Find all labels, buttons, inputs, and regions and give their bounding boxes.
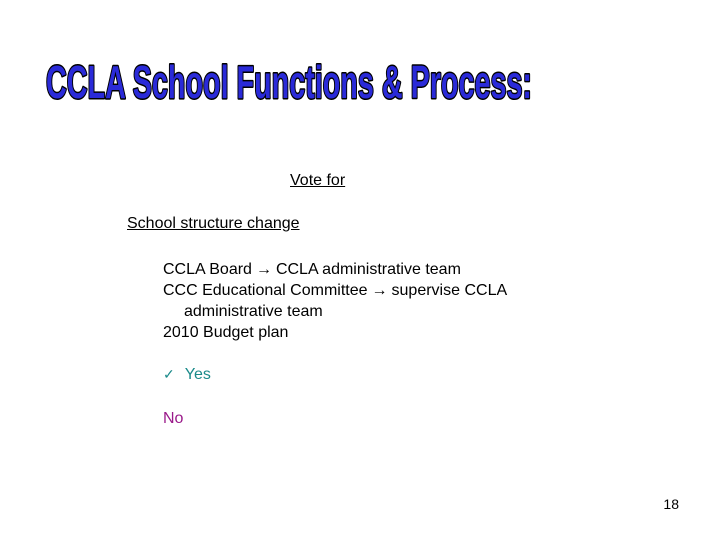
item-list	[163, 259, 583, 343]
yes-label: Yes	[184, 366, 211, 383]
item-text: supervise CCLA	[391, 282, 508, 299]
vote-heading: Vote for	[290, 172, 346, 189]
list-item-continuation: administrative team	[184, 303, 323, 320]
list-item	[163, 259, 583, 280]
title-svg	[40, 40, 540, 112]
check-icon: ✓	[163, 366, 175, 382]
title-wordart	[40, 40, 540, 112]
item-text: CCC Educational Committee	[163, 282, 368, 299]
right-arrow-icon: →	[371, 282, 388, 299]
item-text: CCLA administrative team	[275, 261, 461, 278]
structure-change-heading: School structure change	[127, 215, 300, 232]
right-arrow-icon: →	[255, 261, 272, 278]
page-number: 18	[663, 496, 679, 512]
list-item: 2010 Budget plan	[163, 324, 289, 341]
no-option: No	[163, 410, 184, 427]
yes-option	[163, 366, 211, 384]
list-item	[163, 280, 583, 301]
item-text: CCLA Board	[163, 261, 252, 278]
page-title: CCLA School Functions & Process:	[46, 56, 532, 108]
